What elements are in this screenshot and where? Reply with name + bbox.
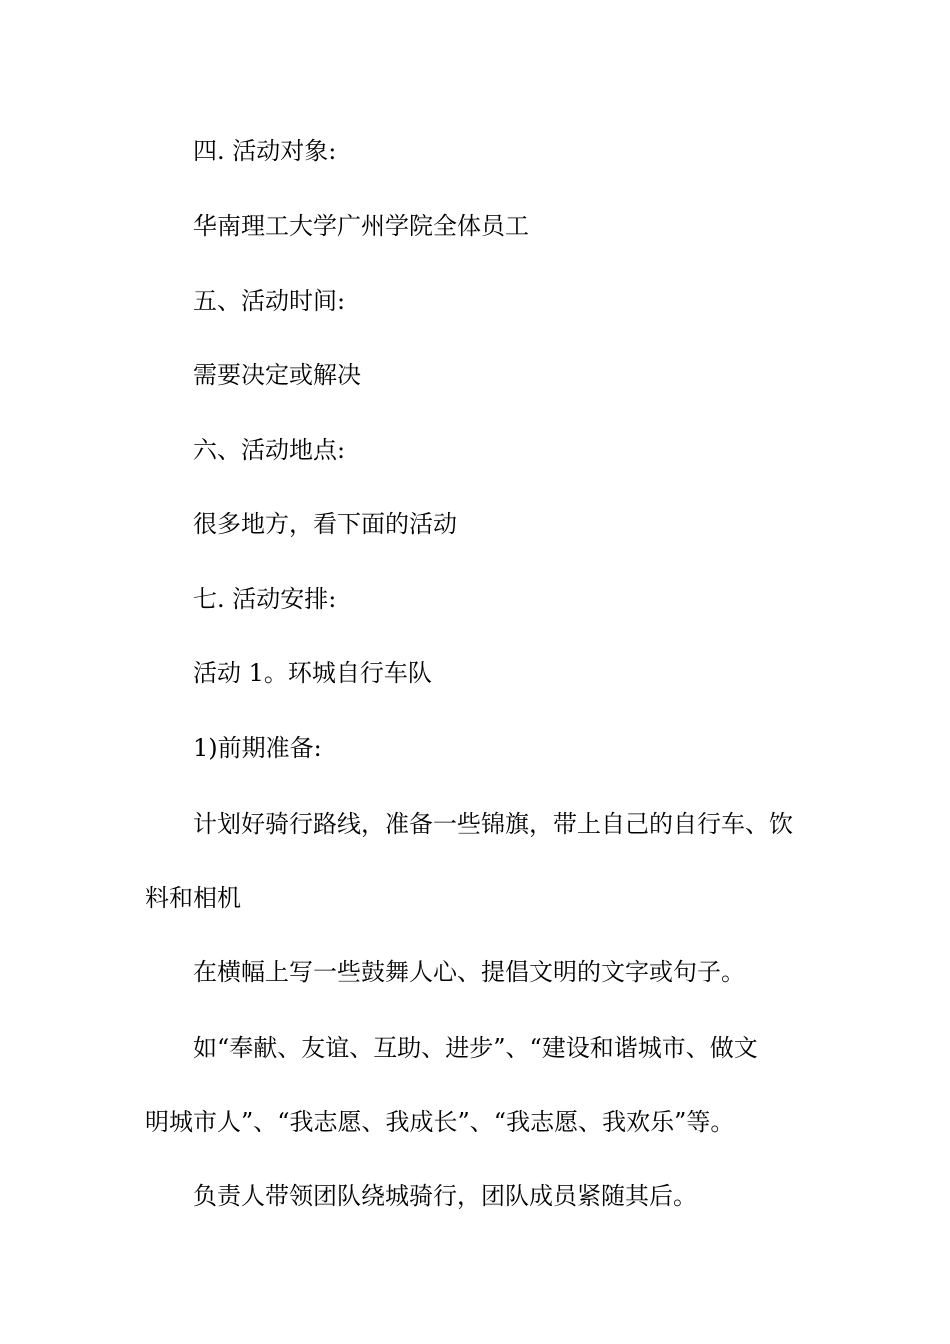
paragraph-ride: 负责人带领团队绕城骑行，团队成员紧随其后。	[193, 1182, 697, 1210]
paragraph-slogans-line-2: 明城市人”、“我志愿、我成长”、“我志愿、我欢乐”等。	[145, 1108, 735, 1136]
heading-activity-location: 六、活动地点:	[193, 436, 346, 464]
subheading-activity-1: 活动 1。环城自行车队	[193, 659, 432, 687]
paragraph-activity-location: 很多地方，看下面的活动	[193, 510, 457, 538]
heading-activity-arrangement: 七. 活动安排:	[193, 585, 337, 613]
paragraph-slogans-line-1: 如“奉献、友谊、互助、进步”、“建设和谐城市、做文	[193, 1034, 758, 1062]
heading-activity-time: 五、活动时间:	[193, 287, 346, 315]
subheading-preparation: 1)前期准备:	[193, 734, 322, 762]
paragraph-activity-target: 华南理工大学广州学院全体员工	[193, 212, 529, 240]
paragraph-preparation-line-2: 料和相机	[145, 884, 241, 912]
paragraph-preparation-line-1: 计划好骑行路线，准备一些锦旗，带上自己的自行车、饮	[193, 810, 793, 838]
paragraph-banner: 在横幅上写一些鼓舞人心、提倡文明的文字或句子。	[193, 958, 745, 986]
paragraph-activity-time: 需要决定或解决	[193, 361, 361, 389]
heading-activity-target: 四. 活动对象:	[193, 137, 337, 165]
